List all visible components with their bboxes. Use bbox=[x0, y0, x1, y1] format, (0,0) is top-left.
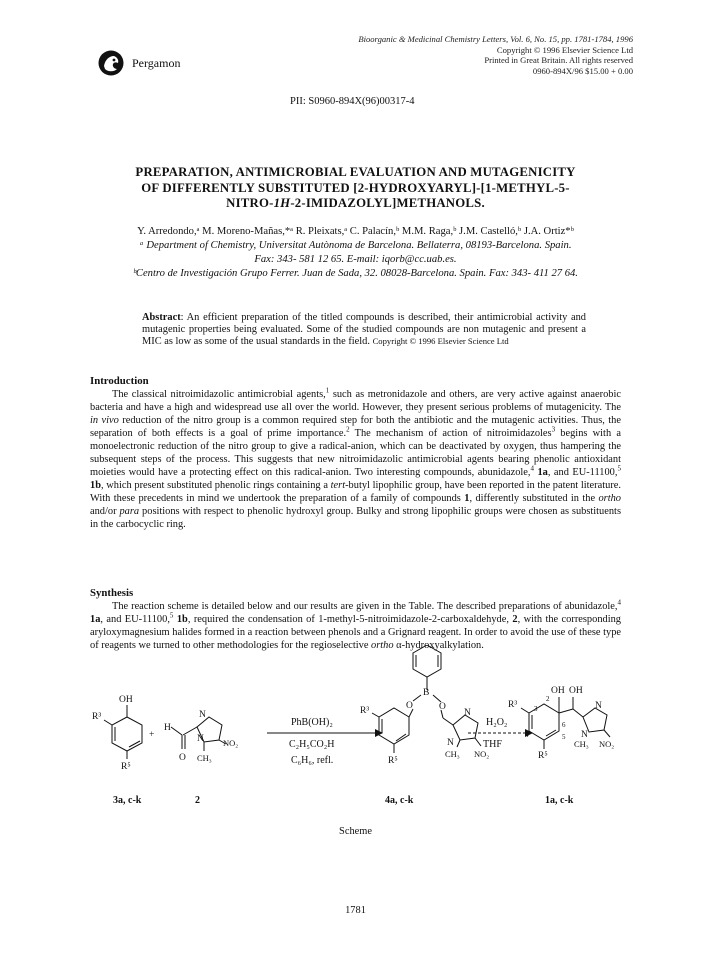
atom-label: + bbox=[149, 730, 155, 740]
journal-citation: Bioorganic & Medicinal Chemistry Letters, Vol. 6, No. 15, pp. 1781-1784, 1996 bbox=[358, 34, 633, 44]
reagent-label: PhB(OH)₂ bbox=[291, 717, 333, 728]
copyright-line: Copyright © 1996 Elsevier Science Ltd bbox=[496, 44, 633, 55]
text-run: , required the condensation of 1-methyl-5-nitroimidazole-2-carboxaldehyde, bbox=[187, 614, 513, 625]
chain-bond bbox=[559, 709, 573, 713]
page-number: 1781 bbox=[345, 905, 366, 916]
affiliation-a-line-2: Fax: 343- 581 12 65. E-mail: iqorb@cc.uab.es. bbox=[254, 254, 457, 265]
reagent-label: C₂H₅CO₂H bbox=[289, 739, 335, 750]
ring-position: 2 bbox=[546, 695, 550, 703]
atom-label: OH bbox=[569, 686, 583, 696]
compound-label: 1b bbox=[90, 480, 101, 491]
title-line-3 bbox=[90, 196, 621, 212]
atom-label: OH bbox=[119, 695, 133, 705]
title-part: -2-IMIDAZOLYL]METHANOLS. bbox=[290, 196, 485, 210]
text-run: The mechanism of action of nitroimidazoles bbox=[349, 428, 552, 439]
atom-label: CH₃ bbox=[197, 753, 212, 763]
ring-position: 5 bbox=[562, 733, 566, 741]
phenol-ring bbox=[112, 717, 142, 751]
section-heading-introduction: Introduction bbox=[90, 375, 149, 387]
atom-label: CH₃ bbox=[574, 739, 589, 749]
atom-label: R³ bbox=[508, 700, 518, 710]
author-list: Y. Arredondo,ᵃ M. Moreno-Mañas,*ᵃ R. Pleixats,ᵃ C. Palacín,ᵇ M.M. Raga,ᵇ J.M. Castelló,ᵇ J.A. Ortiz*ᵇ bbox=[137, 226, 574, 237]
ring-position: 4 bbox=[525, 731, 529, 739]
italic-run: tert bbox=[330, 480, 346, 491]
reference-mark: 4 bbox=[530, 464, 535, 473]
text-run: , differently substituted in the bbox=[469, 493, 599, 504]
ring-position: 6 bbox=[562, 721, 566, 729]
atom-label: OH bbox=[551, 686, 565, 696]
reference-mark: 5 bbox=[169, 611, 174, 620]
italic-run: para bbox=[119, 506, 140, 517]
nitro-bond bbox=[475, 738, 481, 746]
boron-bond bbox=[433, 695, 441, 702]
atom-label: N bbox=[595, 701, 602, 711]
aldehyde-bond bbox=[171, 727, 182, 735]
price-line: 0960-894X/96 $15.00 + 0.00 bbox=[532, 65, 633, 76]
reference-mark: 1 bbox=[325, 386, 330, 395]
italic-run: in vivo bbox=[90, 415, 119, 426]
compound-label: 1a bbox=[90, 614, 101, 625]
atom-label: NO₂ bbox=[474, 749, 490, 759]
atom-label: R³ bbox=[92, 712, 102, 722]
substituent-bond bbox=[104, 720, 112, 725]
introduction-paragraph bbox=[90, 388, 621, 531]
text-run: , and EU-11100, bbox=[547, 467, 618, 478]
pii-identifier: PII: S0960-894X(96)00317-4 bbox=[290, 96, 415, 107]
atom-label: N bbox=[447, 738, 454, 748]
text-run: The reaction scheme is detailed below and our results are given in the Table. The described preparations of abunidazole, bbox=[112, 601, 618, 612]
text-run: , with the corresponding aryloxymagnesium halides formed in a reaction between phenols and a Grignard reagent. In order to avoid the use of these type of reagents we turned to other methodologies for the regioselective bbox=[90, 614, 621, 651]
atom-label: H bbox=[164, 723, 171, 733]
compound-label: 1b bbox=[173, 614, 188, 625]
journal-header bbox=[358, 34, 633, 76]
text-run: , and EU-11100, bbox=[100, 614, 170, 625]
affiliation-a-line-1: ᵃ Department of Chemistry, Universitat Autònoma de Barcelona. Bellaterra, 08193-Barcelona. Spain. bbox=[139, 240, 572, 251]
pergamon-logo-icon bbox=[98, 50, 124, 76]
substituent-bond bbox=[521, 708, 529, 713]
text-run: and/or bbox=[90, 506, 120, 517]
atom-label: O bbox=[439, 702, 446, 712]
atom-label: O bbox=[179, 753, 186, 763]
chain-bond bbox=[443, 718, 453, 725]
atom-label: N bbox=[464, 708, 471, 718]
abstract-text: : An efficient preparation of the titled compounds is described, their antimicrobial activity and mutagenic properties being evaluated. Some of the studied compounds are non mutagenic and present a MIC as low as some of the usual standards in the field. bbox=[142, 312, 586, 347]
boron-bond bbox=[413, 695, 421, 701]
ring-bond bbox=[129, 741, 140, 747]
reference-mark: 5 bbox=[617, 464, 621, 473]
reagent-label: H₂O₂ bbox=[486, 717, 508, 728]
nitro-bond bbox=[604, 730, 610, 737]
italic-run: ortho bbox=[598, 493, 621, 504]
chain-bond bbox=[573, 709, 583, 717]
aldehyde-bond bbox=[183, 727, 197, 735]
italic-run: ortho bbox=[371, 640, 394, 651]
atom-label: N bbox=[199, 710, 206, 720]
section-heading-synthesis: Synthesis bbox=[90, 587, 134, 599]
abstract-copyright: Copyright © 1996 Elsevier Science Ltd bbox=[372, 335, 509, 346]
text-run: , which present substituted phenolic rings containing a bbox=[100, 480, 331, 491]
reference-mark: 3 bbox=[551, 425, 556, 434]
reaction-scheme bbox=[85, 645, 630, 815]
scheme-caption: Scheme bbox=[339, 826, 372, 837]
atom-label: R⁵ bbox=[121, 762, 131, 772]
atom-label: R³ bbox=[360, 706, 370, 716]
affiliation-b: ᵇCentro de Investigación Grupo Ferrer. Juan de Sada, 32. 08028-Barcelona. Spain. Fax: 343- 411 27 64. bbox=[133, 268, 578, 279]
imidazole-ring bbox=[453, 715, 478, 740]
article-title bbox=[90, 165, 621, 212]
title-line-1: PREPARATION, ANTIMICROBIAL EVALUATION AND MUTAGENICITY bbox=[135, 165, 576, 179]
compound-label: 2 bbox=[512, 614, 518, 625]
ring-bond bbox=[546, 730, 556, 736]
reagent-label: C₆H₆, refl. bbox=[291, 755, 334, 766]
phenyl-ring bbox=[413, 645, 441, 677]
imidazole-ring bbox=[583, 708, 607, 732]
publisher-name: Pergamon bbox=[132, 56, 181, 70]
printed-line: Printed in Great Britain. All rights reserved bbox=[484, 55, 633, 66]
title-italic-part: 1H bbox=[273, 196, 291, 210]
text-run: begins with a monoelectronic reduction of the nitro group to give a radical-anion, which can be deactivated by oxygen, thus hampering the subsequent steps of the process. This suggests that new nitroimidazolic antimicrobial agents bearing phenolic antioxidant moieties would have a protecting effect on this radical-anion. Two interesting compounds, abunidazole, bbox=[90, 428, 621, 478]
atom-label: CH₃ bbox=[445, 749, 460, 759]
ring-position: 3 bbox=[534, 705, 538, 713]
reference-mark: 2 bbox=[346, 425, 350, 434]
atom-label: NO₂ bbox=[599, 739, 615, 749]
aryl-ring bbox=[379, 708, 409, 744]
text-run: positions with respect to phenolic hydroxyl group. Bulky and strong lipophilic groups were chosen as substituents in the carbocyclic ring. bbox=[90, 506, 621, 530]
compound-label: 2 bbox=[195, 795, 200, 806]
text-run: α-hydroxyalkylation. bbox=[393, 640, 484, 651]
compound-label: 1a, c-k bbox=[545, 795, 574, 806]
abstract bbox=[142, 312, 586, 347]
atom-label: N bbox=[197, 734, 204, 744]
atom-label: B bbox=[423, 688, 430, 698]
atom-label: NO₂ bbox=[223, 738, 239, 748]
title-part: NITRO- bbox=[226, 196, 274, 210]
text-run: -butyl lipophilic group, have been reported in the patent literature. With these precedents in mind we undertook the preparation of a family of compounds bbox=[90, 480, 621, 504]
atom-label: R⁵ bbox=[388, 756, 398, 766]
substituent-bond bbox=[372, 713, 379, 717]
atom-label: N bbox=[581, 730, 588, 740]
atom-label: O bbox=[406, 701, 413, 711]
abstract-label: Abstract bbox=[142, 312, 181, 323]
atom-label: R⁵ bbox=[538, 751, 548, 761]
compound-label: 3a, c-k bbox=[113, 795, 142, 806]
compound-label: 4a, c-k bbox=[385, 795, 414, 806]
reference-mark: 4 bbox=[617, 598, 621, 607]
title-line-2: OF DIFFERENTLY SUBSTITUTED [2-HYDROXYARYL]-[1-METHYL-5- bbox=[141, 180, 570, 195]
text-run: reduction of the nitro group is a common required step for both the antibiotic and the mutagenic activities. Thus, the separation of both effects is a goal of prime importance. bbox=[90, 415, 621, 439]
text-run: The classical nitroimidazolic antimicrobial agents, bbox=[112, 389, 326, 400]
text-run: such as metronidazole and others, are very active against anaerobic bacteria and have a high and widespread use all over the world. However, they present serious problems of mutagenicity. The bbox=[90, 389, 622, 413]
methyl-bond bbox=[457, 740, 460, 747]
compound-label: 1 bbox=[464, 493, 470, 504]
compound-label: 1a bbox=[534, 467, 548, 478]
reagent-label: THF bbox=[483, 739, 502, 750]
